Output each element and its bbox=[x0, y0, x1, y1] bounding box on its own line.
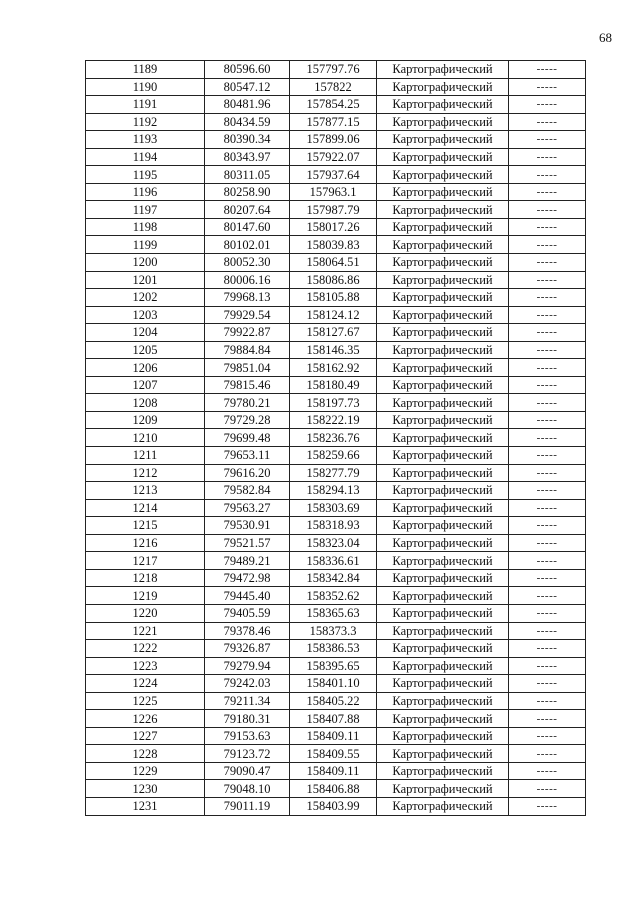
x-coordinate-cell: 79405.59 bbox=[205, 604, 290, 622]
point-number-cell: 1209 bbox=[86, 411, 205, 429]
y-coordinate-cell: 157822 bbox=[290, 78, 377, 96]
x-coordinate-cell: 79242.03 bbox=[205, 675, 290, 693]
point-number-cell: 1200 bbox=[86, 254, 205, 272]
x-coordinate-cell: 79472.98 bbox=[205, 569, 290, 587]
y-coordinate-cell: 157937.64 bbox=[290, 166, 377, 184]
table-row bbox=[86, 657, 586, 675]
table-row bbox=[86, 429, 586, 447]
y-coordinate-cell: 158409.11 bbox=[290, 762, 377, 780]
table-row bbox=[86, 517, 586, 535]
point-number-cell: 1189 bbox=[86, 61, 205, 79]
point-number-cell: 1218 bbox=[86, 569, 205, 587]
x-coordinate-cell: 79445.40 bbox=[205, 587, 290, 605]
accuracy-cell: ----- bbox=[509, 447, 586, 465]
x-coordinate-cell: 79153.63 bbox=[205, 727, 290, 745]
accuracy-cell: ----- bbox=[509, 341, 586, 359]
accuracy-cell: ----- bbox=[509, 622, 586, 640]
y-coordinate-cell: 157877.15 bbox=[290, 113, 377, 131]
x-coordinate-cell: 79489.21 bbox=[205, 552, 290, 570]
y-coordinate-cell: 158303.69 bbox=[290, 499, 377, 517]
table-row bbox=[86, 131, 586, 149]
x-coordinate-cell: 79530.91 bbox=[205, 517, 290, 535]
accuracy-cell: ----- bbox=[509, 306, 586, 324]
accuracy-cell: ----- bbox=[509, 762, 586, 780]
method-cell: Картографический bbox=[377, 113, 509, 131]
point-number-cell: 1192 bbox=[86, 113, 205, 131]
point-number-cell: 1220 bbox=[86, 604, 205, 622]
accuracy-cell: ----- bbox=[509, 640, 586, 658]
method-cell: Картографический bbox=[377, 464, 509, 482]
table-row bbox=[86, 447, 586, 465]
x-coordinate-cell: 79378.46 bbox=[205, 622, 290, 640]
method-cell: Картографический bbox=[377, 131, 509, 149]
x-coordinate-cell: 79123.72 bbox=[205, 745, 290, 763]
accuracy-cell: ----- bbox=[509, 96, 586, 114]
accuracy-cell: ----- bbox=[509, 745, 586, 763]
table-row bbox=[86, 675, 586, 693]
method-cell: Картографический bbox=[377, 675, 509, 693]
point-number-cell: 1217 bbox=[86, 552, 205, 570]
y-coordinate-cell: 158294.13 bbox=[290, 482, 377, 500]
x-coordinate-cell: 80258.90 bbox=[205, 183, 290, 201]
y-coordinate-cell: 158409.55 bbox=[290, 745, 377, 763]
accuracy-cell: ----- bbox=[509, 429, 586, 447]
method-cell: Картографический bbox=[377, 710, 509, 728]
accuracy-cell: ----- bbox=[509, 482, 586, 500]
table-row bbox=[86, 96, 586, 114]
accuracy-cell: ----- bbox=[509, 534, 586, 552]
point-number-cell: 1226 bbox=[86, 710, 205, 728]
table-row bbox=[86, 780, 586, 798]
y-coordinate-cell: 158222.19 bbox=[290, 411, 377, 429]
table-row bbox=[86, 534, 586, 552]
table-row bbox=[86, 411, 586, 429]
point-number-cell: 1215 bbox=[86, 517, 205, 535]
table-row bbox=[86, 201, 586, 219]
accuracy-cell: ----- bbox=[509, 797, 586, 815]
y-coordinate-cell: 158086.86 bbox=[290, 271, 377, 289]
point-number-cell: 1196 bbox=[86, 183, 205, 201]
accuracy-cell: ----- bbox=[509, 218, 586, 236]
method-cell: Картографический bbox=[377, 482, 509, 500]
x-coordinate-cell: 80207.64 bbox=[205, 201, 290, 219]
x-coordinate-cell: 79929.54 bbox=[205, 306, 290, 324]
table-row bbox=[86, 306, 586, 324]
method-cell: Картографический bbox=[377, 517, 509, 535]
y-coordinate-cell: 157797.76 bbox=[290, 61, 377, 79]
x-coordinate-cell: 80006.16 bbox=[205, 271, 290, 289]
y-coordinate-cell: 158105.88 bbox=[290, 289, 377, 307]
x-coordinate-cell: 79090.47 bbox=[205, 762, 290, 780]
y-coordinate-cell: 158146.35 bbox=[290, 341, 377, 359]
table-row bbox=[86, 640, 586, 658]
y-coordinate-cell: 158162.92 bbox=[290, 359, 377, 377]
x-coordinate-cell: 79851.04 bbox=[205, 359, 290, 377]
table-row bbox=[86, 604, 586, 622]
table-row bbox=[86, 569, 586, 587]
method-cell: Картографический bbox=[377, 447, 509, 465]
method-cell: Картографический bbox=[377, 657, 509, 675]
coordinates-table bbox=[85, 60, 586, 816]
accuracy-cell: ----- bbox=[509, 692, 586, 710]
point-number-cell: 1193 bbox=[86, 131, 205, 149]
point-number-cell: 1227 bbox=[86, 727, 205, 745]
x-coordinate-cell: 80481.96 bbox=[205, 96, 290, 114]
table-row bbox=[86, 324, 586, 342]
y-coordinate-cell: 157854.25 bbox=[290, 96, 377, 114]
x-coordinate-cell: 79563.27 bbox=[205, 499, 290, 517]
accuracy-cell: ----- bbox=[509, 113, 586, 131]
point-number-cell: 1204 bbox=[86, 324, 205, 342]
method-cell: Картографический bbox=[377, 376, 509, 394]
x-coordinate-cell: 79922.87 bbox=[205, 324, 290, 342]
point-number-cell: 1230 bbox=[86, 780, 205, 798]
point-number-cell: 1214 bbox=[86, 499, 205, 517]
method-cell: Картографический bbox=[377, 166, 509, 184]
x-coordinate-cell: 80052.30 bbox=[205, 254, 290, 272]
x-coordinate-cell: 79884.84 bbox=[205, 341, 290, 359]
point-number-cell: 1225 bbox=[86, 692, 205, 710]
point-number-cell: 1229 bbox=[86, 762, 205, 780]
x-coordinate-cell: 79780.21 bbox=[205, 394, 290, 412]
point-number-cell: 1216 bbox=[86, 534, 205, 552]
accuracy-cell: ----- bbox=[509, 61, 586, 79]
x-coordinate-cell: 79699.48 bbox=[205, 429, 290, 447]
table-row bbox=[86, 710, 586, 728]
method-cell: Картографический bbox=[377, 271, 509, 289]
x-coordinate-cell: 80343.97 bbox=[205, 148, 290, 166]
table-row bbox=[86, 587, 586, 605]
method-cell: Картографический bbox=[377, 324, 509, 342]
accuracy-cell: ----- bbox=[509, 710, 586, 728]
method-cell: Картографический bbox=[377, 622, 509, 640]
method-cell: Картографический bbox=[377, 218, 509, 236]
x-coordinate-cell: 79582.84 bbox=[205, 482, 290, 500]
x-coordinate-cell: 79653.11 bbox=[205, 447, 290, 465]
method-cell: Картографический bbox=[377, 762, 509, 780]
accuracy-cell: ----- bbox=[509, 411, 586, 429]
y-coordinate-cell: 158127.67 bbox=[290, 324, 377, 342]
table-row bbox=[86, 394, 586, 412]
table-row bbox=[86, 797, 586, 815]
accuracy-cell: ----- bbox=[509, 517, 586, 535]
point-number-cell: 1195 bbox=[86, 166, 205, 184]
accuracy-cell: ----- bbox=[509, 552, 586, 570]
method-cell: Картографический bbox=[377, 306, 509, 324]
y-coordinate-cell: 158277.79 bbox=[290, 464, 377, 482]
point-number-cell: 1198 bbox=[86, 218, 205, 236]
table-row bbox=[86, 236, 586, 254]
table-row bbox=[86, 289, 586, 307]
point-number-cell: 1211 bbox=[86, 447, 205, 465]
table-row bbox=[86, 254, 586, 272]
point-number-cell: 1224 bbox=[86, 675, 205, 693]
accuracy-cell: ----- bbox=[509, 657, 586, 675]
method-cell: Картографический bbox=[377, 499, 509, 517]
y-coordinate-cell: 158386.53 bbox=[290, 640, 377, 658]
page-number: 68 bbox=[599, 30, 612, 45]
x-coordinate-cell: 80390.34 bbox=[205, 131, 290, 149]
point-number-cell: 1194 bbox=[86, 148, 205, 166]
accuracy-cell: ----- bbox=[509, 289, 586, 307]
y-coordinate-cell: 158407.88 bbox=[290, 710, 377, 728]
accuracy-cell: ----- bbox=[509, 376, 586, 394]
point-number-cell: 1213 bbox=[86, 482, 205, 500]
table-row bbox=[86, 113, 586, 131]
method-cell: Картографический bbox=[377, 587, 509, 605]
x-coordinate-cell: 79968.13 bbox=[205, 289, 290, 307]
accuracy-cell: ----- bbox=[509, 727, 586, 745]
table-row bbox=[86, 464, 586, 482]
y-coordinate-cell: 158323.04 bbox=[290, 534, 377, 552]
method-cell: Картографический bbox=[377, 534, 509, 552]
y-coordinate-cell: 158342.84 bbox=[290, 569, 377, 587]
method-cell: Картографический bbox=[377, 289, 509, 307]
method-cell: Картографический bbox=[377, 61, 509, 79]
accuracy-cell: ----- bbox=[509, 78, 586, 96]
method-cell: Картографический bbox=[377, 78, 509, 96]
accuracy-cell: ----- bbox=[509, 359, 586, 377]
table-row bbox=[86, 78, 586, 96]
accuracy-cell: ----- bbox=[509, 324, 586, 342]
x-coordinate-cell: 79211.34 bbox=[205, 692, 290, 710]
accuracy-cell: ----- bbox=[509, 780, 586, 798]
method-cell: Картографический bbox=[377, 604, 509, 622]
table-row bbox=[86, 552, 586, 570]
method-cell: Картографический bbox=[377, 640, 509, 658]
table-row bbox=[86, 218, 586, 236]
y-coordinate-cell: 158017.26 bbox=[290, 218, 377, 236]
point-number-cell: 1199 bbox=[86, 236, 205, 254]
method-cell: Картографический bbox=[377, 236, 509, 254]
y-coordinate-cell: 158039.83 bbox=[290, 236, 377, 254]
y-coordinate-cell: 158405.22 bbox=[290, 692, 377, 710]
table-row bbox=[86, 499, 586, 517]
y-coordinate-cell: 158352.62 bbox=[290, 587, 377, 605]
point-number-cell: 1231 bbox=[86, 797, 205, 815]
table-row bbox=[86, 183, 586, 201]
x-coordinate-cell: 79815.46 bbox=[205, 376, 290, 394]
method-cell: Картографический bbox=[377, 780, 509, 798]
y-coordinate-cell: 158259.66 bbox=[290, 447, 377, 465]
y-coordinate-cell: 158180.49 bbox=[290, 376, 377, 394]
accuracy-cell: ----- bbox=[509, 271, 586, 289]
y-coordinate-cell: 158365.63 bbox=[290, 604, 377, 622]
method-cell: Картографический bbox=[377, 254, 509, 272]
accuracy-cell: ----- bbox=[509, 166, 586, 184]
point-number-cell: 1205 bbox=[86, 341, 205, 359]
point-number-cell: 1222 bbox=[86, 640, 205, 658]
y-coordinate-cell: 157963.1 bbox=[290, 183, 377, 201]
table-row bbox=[86, 148, 586, 166]
table-row bbox=[86, 482, 586, 500]
x-coordinate-cell: 80434.59 bbox=[205, 113, 290, 131]
accuracy-cell: ----- bbox=[509, 201, 586, 219]
x-coordinate-cell: 79326.87 bbox=[205, 640, 290, 658]
accuracy-cell: ----- bbox=[509, 148, 586, 166]
point-number-cell: 1207 bbox=[86, 376, 205, 394]
table-row bbox=[86, 61, 586, 79]
x-coordinate-cell: 80147.60 bbox=[205, 218, 290, 236]
accuracy-cell: ----- bbox=[509, 604, 586, 622]
method-cell: Картографический bbox=[377, 183, 509, 201]
point-number-cell: 1201 bbox=[86, 271, 205, 289]
table-row bbox=[86, 341, 586, 359]
method-cell: Картографический bbox=[377, 341, 509, 359]
y-coordinate-cell: 158395.65 bbox=[290, 657, 377, 675]
x-coordinate-cell: 79048.10 bbox=[205, 780, 290, 798]
point-number-cell: 1197 bbox=[86, 201, 205, 219]
y-coordinate-cell: 158409.11 bbox=[290, 727, 377, 745]
table-row bbox=[86, 271, 586, 289]
point-number-cell: 1203 bbox=[86, 306, 205, 324]
x-coordinate-cell: 80102.01 bbox=[205, 236, 290, 254]
table-row bbox=[86, 692, 586, 710]
y-coordinate-cell: 158318.93 bbox=[290, 517, 377, 535]
point-number-cell: 1221 bbox=[86, 622, 205, 640]
point-number-cell: 1202 bbox=[86, 289, 205, 307]
table-row bbox=[86, 376, 586, 394]
y-coordinate-cell: 157987.79 bbox=[290, 201, 377, 219]
accuracy-cell: ----- bbox=[509, 499, 586, 517]
method-cell: Картографический bbox=[377, 727, 509, 745]
x-coordinate-cell: 79180.31 bbox=[205, 710, 290, 728]
table-row bbox=[86, 166, 586, 184]
accuracy-cell: ----- bbox=[509, 131, 586, 149]
point-number-cell: 1210 bbox=[86, 429, 205, 447]
point-number-cell: 1223 bbox=[86, 657, 205, 675]
method-cell: Картографический bbox=[377, 359, 509, 377]
x-coordinate-cell: 80311.05 bbox=[205, 166, 290, 184]
x-coordinate-cell: 80547.12 bbox=[205, 78, 290, 96]
x-coordinate-cell: 79729.28 bbox=[205, 411, 290, 429]
y-coordinate-cell: 158064.51 bbox=[290, 254, 377, 272]
x-coordinate-cell: 79279.94 bbox=[205, 657, 290, 675]
y-coordinate-cell: 157922.07 bbox=[290, 148, 377, 166]
accuracy-cell: ----- bbox=[509, 394, 586, 412]
x-coordinate-cell: 79521.57 bbox=[205, 534, 290, 552]
point-number-cell: 1190 bbox=[86, 78, 205, 96]
accuracy-cell: ----- bbox=[509, 254, 586, 272]
point-number-cell: 1219 bbox=[86, 587, 205, 605]
table-row bbox=[86, 359, 586, 377]
table-row bbox=[86, 762, 586, 780]
table-row bbox=[86, 745, 586, 763]
method-cell: Картографический bbox=[377, 552, 509, 570]
table-body bbox=[86, 61, 586, 816]
method-cell: Картографический bbox=[377, 692, 509, 710]
point-number-cell: 1212 bbox=[86, 464, 205, 482]
y-coordinate-cell: 158336.61 bbox=[290, 552, 377, 570]
method-cell: Картографический bbox=[377, 429, 509, 447]
accuracy-cell: ----- bbox=[509, 675, 586, 693]
accuracy-cell: ----- bbox=[509, 587, 586, 605]
x-coordinate-cell: 80596.60 bbox=[205, 61, 290, 79]
y-coordinate-cell: 158124.12 bbox=[290, 306, 377, 324]
method-cell: Картографический bbox=[377, 201, 509, 219]
method-cell: Картографический bbox=[377, 96, 509, 114]
y-coordinate-cell: 158236.76 bbox=[290, 429, 377, 447]
point-number-cell: 1206 bbox=[86, 359, 205, 377]
x-coordinate-cell: 79616.20 bbox=[205, 464, 290, 482]
y-coordinate-cell: 158197.73 bbox=[290, 394, 377, 412]
method-cell: Картографический bbox=[377, 148, 509, 166]
x-coordinate-cell: 79011.19 bbox=[205, 797, 290, 815]
y-coordinate-cell: 158406.88 bbox=[290, 780, 377, 798]
y-coordinate-cell: 158401.10 bbox=[290, 675, 377, 693]
point-number-cell: 1228 bbox=[86, 745, 205, 763]
y-coordinate-cell: 158403.99 bbox=[290, 797, 377, 815]
point-number-cell: 1208 bbox=[86, 394, 205, 412]
y-coordinate-cell: 158373.3 bbox=[290, 622, 377, 640]
table-row bbox=[86, 727, 586, 745]
y-coordinate-cell: 157899.06 bbox=[290, 131, 377, 149]
point-number-cell: 1191 bbox=[86, 96, 205, 114]
table-row bbox=[86, 622, 586, 640]
method-cell: Картографический bbox=[377, 394, 509, 412]
accuracy-cell: ----- bbox=[509, 183, 586, 201]
accuracy-cell: ----- bbox=[509, 236, 586, 254]
method-cell: Картографический bbox=[377, 569, 509, 587]
method-cell: Картографический bbox=[377, 745, 509, 763]
accuracy-cell: ----- bbox=[509, 569, 586, 587]
method-cell: Картографический bbox=[377, 411, 509, 429]
method-cell: Картографический bbox=[377, 797, 509, 815]
accuracy-cell: ----- bbox=[509, 464, 586, 482]
